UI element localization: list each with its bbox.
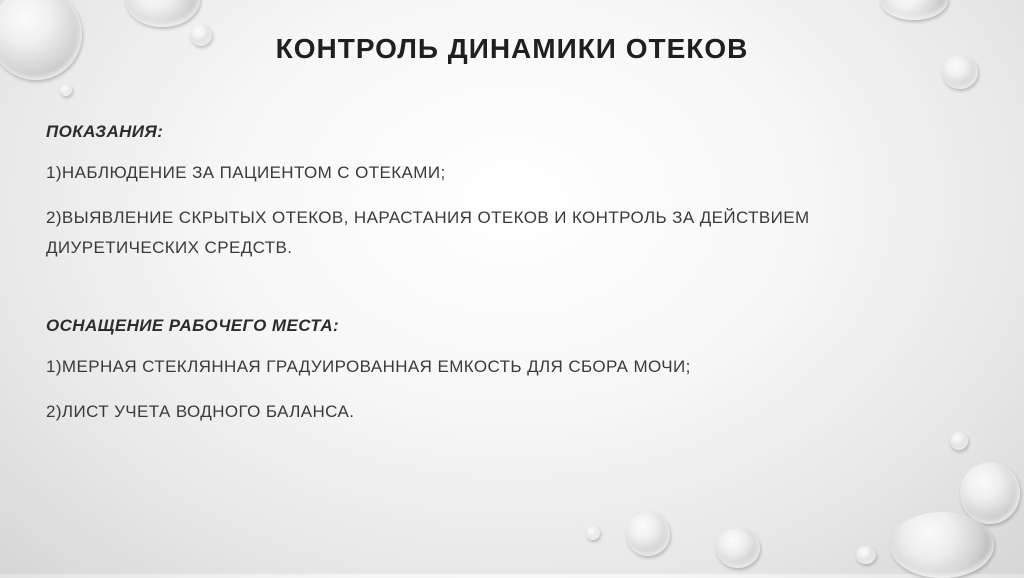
list-item: 2)ВЫЯВЛЕНИЕ СКРЫТЫХ ОТЕКОВ, НАРАСТАНИЯ ОТЕКОВ И КОНТРОЛЬ ЗА ДЕЙСТВИЕМ ДИУРЕТИЧЕСКИХ СРЕДСТВ. <box>46 208 810 257</box>
slide-title: КОНТРОЛЬ ДИНАМИКИ ОТЕКОВ <box>275 33 749 64</box>
water-drop-decoration <box>880 0 948 20</box>
water-drop-decoration <box>716 528 760 568</box>
water-drop-decoration <box>856 546 876 564</box>
list-item: 1)НАБЛЮДЕНИЕ ЗА ПАЦИЕНТОМ С ОТЕКАМИ; <box>46 163 446 182</box>
water-drop-decoration <box>626 512 670 556</box>
water-drop-decoration <box>60 84 72 96</box>
list-item: 1)МЕРНАЯ СТЕКЛЯННАЯ ГРАДУИРОВАННАЯ ЕМКОСТЬ ДЛЯ СБОРА МОЧИ; <box>46 357 691 376</box>
section-heading-equipment: ОСНАЩЕНИЕ РАБОЧЕГО МЕСТА: <box>46 316 340 335</box>
water-drop-decoration <box>125 0 200 27</box>
water-drop-decoration <box>586 526 600 540</box>
section-spacer <box>46 278 946 316</box>
slide-body <box>46 122 946 442</box>
section-heading-indications: ПОКАЗАНИЯ: <box>46 122 164 141</box>
water-drop-decoration <box>960 462 1020 524</box>
list-item: 2)ЛИСТ УЧЕТА ВОДНОГО БАЛАНСА. <box>46 402 355 421</box>
water-drop-decoration <box>890 512 994 578</box>
water-drop-decoration <box>950 432 968 450</box>
